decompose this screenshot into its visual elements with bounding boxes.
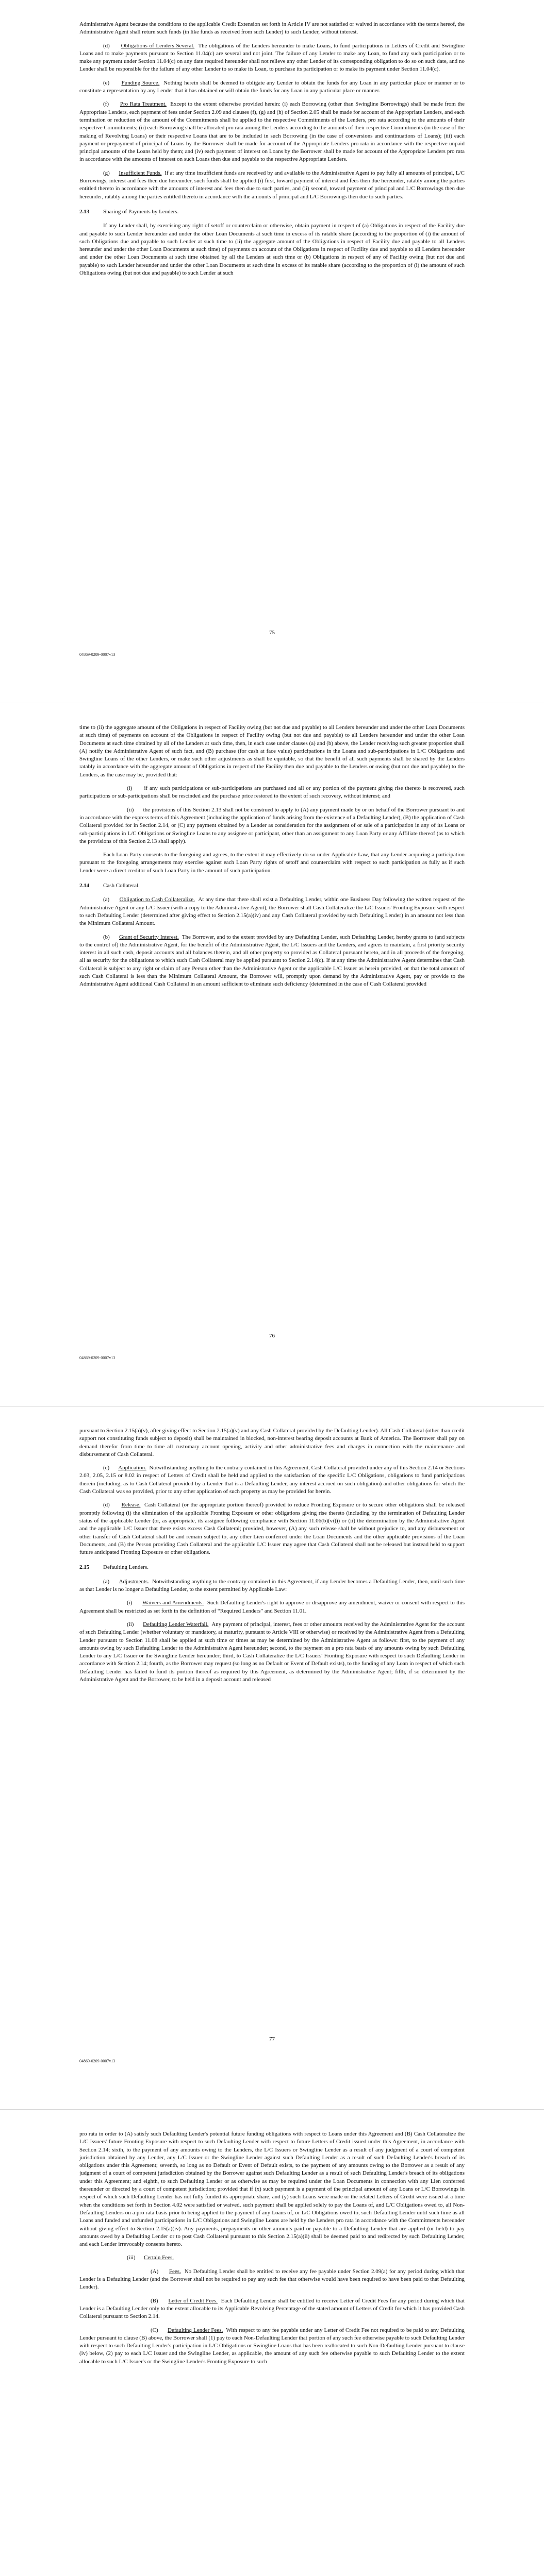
clause-text: Each Defaulting Lender shall be entitled to receive Letter of Credit Fees for any period during which that Lender is a Defaulting Lender only to the extent allocable to its Applicable Revolving Percentage of the stated amount of Letters of Credit for which it has provided Cash Collateral pursuant to Section 2.14.: [79, 2297, 465, 2320]
section-number: 2.14: [79, 883, 90, 889]
clause-heading: Adjustments.: [119, 1578, 149, 1585]
clause-heading: Obligation to Cash Collateralize.: [119, 896, 195, 903]
document-id: 04869-0209-0007v13: [79, 2059, 116, 2063]
clause-heading: Certain Fees.: [144, 2255, 174, 2261]
page-78: [0, 2110, 544, 2576]
clause-heading: Insufficient Funds.: [119, 170, 162, 176]
clause-text: Notwithstanding anything to the contrary contained in this Agreement, Cash Collateral provided under any of this Section 2.14 or Sections 2.03, 2.05, 2.15 or 8.02 in respect of Letters of Credit shall be held and applied to the satisfaction of the specific L/C Obligations, obligations to fund participations therein (including, as to Cash Collateral provided by a Lender that is a Defaulting Lender, any interest accrued on such obligation) and other obligations for which the Cash Collateral was so provided, prior to any other application of such property as may be provided for herein.: [79, 1465, 465, 1495]
page-77: [0, 1406, 544, 2110]
clause-text: Nothing herein shall be deemed to obligate any Lender to obtain the funds for any Loan in any particular place or manner or to constitute a representation by any Lender that it has obtained or will obtain the funds for any Loan in any particular place or manner.: [79, 79, 465, 94]
clause-label: (g): [103, 170, 110, 176]
paragraph: [79, 42, 465, 74]
page-76: [0, 703, 544, 1406]
paragraph: [79, 2268, 465, 2292]
clause-text: If any Lender shall, by exercising any right of setoff or counterclaim or otherwise, obtain payment in respect of (a) Obligations in respect of the Facility due and payable to such Lender hereunder and under the other Loan Documents at such time in excess of its ratable share (according to the proportion of (i) the amount of such Obligations due and payable to such Lender at such time to (ii) the aggregate amount of the Obligations in respect of Facility due and payable to all Lenders hereunder and under the other Loan Documents at such time) of payments on account of the Obligations in respect of Facility due and payable to all Lenders hereunder and under the other Loan Documents at such time obtained by all the Lenders at such time or (b) Obligations in respect of any of Facility owing (but not due and payable) to such Lender hereunder and under the other Loan Documents at such time in excess of its ratable share (according to the proportion of (i) the amount of such Obligations owing (but not due and payable) to such Lender at such: [79, 223, 465, 277]
clause-heading: Letter of Credit Fees.: [168, 2297, 218, 2304]
clause-heading: Defaulting Lender Fees.: [168, 2327, 223, 2333]
paragraph: [79, 1464, 465, 1496]
clause-heading: Obligations of Lenders Several.: [121, 42, 195, 49]
clause-text: pursuant to Section 2.15(a)(v), after giving effect to Section 2.15(a)(v) and any Cash Collateral provided by the Defaulting Lender). All Cash Collateral (other than credit support not constituting funds subject to deposit) shall be maintained in blocked, non-interest bearing deposit accounts at Bank of America. The Borrower shall pay on demand therefor from time to time all customary account opening, activity and other administrative fees and charges in connection with the maintenance and disbursement of Cash Collateral.: [79, 1428, 465, 1458]
section-number: 2.15: [79, 1564, 90, 1571]
clause-text: No Defaulting Lender shall be entitled to receive any fee payable under Section 2.09(a) for any period during which that Lender is a Defaulting Lender (and the Borrower shall not be required to pay any such fee that otherwise would have been required to have been paid to that Defaulting Lender).: [79, 2268, 465, 2291]
clause-label: (f): [103, 101, 109, 108]
paragraph: [79, 2297, 465, 2321]
clause-label: (i): [127, 785, 133, 792]
clause-text: The Borrower, and to the extent provided by any Defaulting Lender, such Defaulting Lender, hereby grants to (and subjects to the control of) the Administrative Agent, for the benefit of the Administrative Agent, the L/C Issuers and the Lenders, and agrees to maintain, a first priority security interest in all such cash, deposit accounts and all balances therein, and all other property so provided as Collateral pursuant hereto, and in all proceeds of the foregoing, all as security for the obligations to which such Cash Collateral may be applied pursuant to Section 2.14(c). If at any time the Administrative Agent determines that Cash Collateral is subject to any right or claim of any Person other than the Administrative Agent or the applicable L/C Issuer as herein provided, or that the total amount of such Cash Collateral is less than the Minimum Collateral Amount, the Borrower will, promptly upon demand by the Administrative Agent, pay or provide to the Administrative Agent additional Cash Collateral in an amount sufficient to eliminate such deficiency (determined in the case of Cash Collateral provided: [79, 934, 465, 988]
document-id: 04869-0209-0007v13: [79, 652, 116, 657]
page-number: 77: [269, 2036, 275, 2042]
clause-heading: Grant of Security Interest.: [119, 934, 179, 940]
clause-label: (d): [103, 1502, 110, 1509]
document-id: 04869-0209-0007v13: [79, 1355, 116, 1360]
section-title: Cash Collateral.: [103, 883, 140, 889]
paragraph: [79, 170, 465, 201]
clause-heading: Release.: [121, 1502, 141, 1509]
clause-text: The obligations of the Lenders hereunder to make Loans, to fund participations in Letters of Credit and Swingline Loans and to make payments pursuant to Section 11.04(c) are several and not joint. The failure of any Lender to make any Loan, to fund any such participation or to make any payment under Section 11.04(c) on any date required hereunder shall not relieve any other Lender of its corresponding obligation to do so on such date, and no Lender shall be responsible for the failure of any other Lender to so make its Loan, to purchase its participation or to make its payment under Section 11.04(c).: [79, 42, 465, 73]
clause-heading: Pro Rata Treatment.: [120, 101, 167, 108]
clause-heading: Funding Source.: [121, 79, 160, 86]
clause-heading: Defaulting Lender Waterfall.: [143, 1621, 209, 1628]
paragraph: [79, 806, 465, 845]
clause-text: the provisions of this Section 2.13 shall not be construed to apply to (A) any payment made by or on behalf of the Borrower pursuant to and in accordance with the express terms of this Agreement (including the application of funds arising from the existence of a Defaulting Lender), (B) the application of Cash Collateral provided for in Section 2.14, or (C) any payment obtained by a Lender as consideration for the assignment of or sale of a participation in any of its Loans or sub-participations in L/C Obligations or Swingline Loans to any assignee or participant, other than an assignment to any Loan Party or any Affiliate thereof (as to which the provisions of this Section 2.13 shall apply).: [79, 806, 465, 844]
page-number: 76: [269, 1333, 275, 1339]
clause-text: if any such participations or sub-participations are purchased and all or any portion of the payment giving rise thereto is recovered, such participations or sub-participations shall be rescinded and the purchase price restored to the extent of such recovery, without interest; and: [79, 785, 465, 800]
section-title: Defaulting Lenders.: [103, 1564, 149, 1571]
clause-label: (i): [127, 1600, 133, 1606]
page-content: [79, 1427, 465, 1684]
paragraph: [79, 79, 465, 95]
clause-label: (iii): [127, 2255, 136, 2261]
paragraph: [79, 785, 465, 801]
page-75: [0, 0, 544, 703]
paragraph: [79, 2130, 465, 2248]
clause-label: (a): [103, 1578, 110, 1585]
clause-text: Each Loan Party consents to the foregoing and agrees, to the extent it may effectively do so under Applicable Law, that any Lender acquiring a participation pursuant to the foregoing arrangements may exercise against each Loan Party rights of setoff and counterclaim with respect to such participation as fully as if such Lender were a direct creditor of such Loan Party in the amount of such participation.: [79, 852, 465, 874]
section-number: 2.13: [79, 208, 90, 215]
clause-heading: Waivers and Amendments.: [142, 1600, 204, 1606]
section-heading: [79, 1564, 465, 1571]
clause-label: (e): [103, 79, 110, 86]
paragraph: [79, 1621, 465, 1684]
paragraph: [79, 896, 465, 927]
clause-label: (ii): [127, 806, 134, 813]
clause-heading: Fees.: [169, 2268, 181, 2275]
clause-label: (A): [151, 2268, 159, 2275]
section-heading: [79, 208, 465, 216]
clause-text: If at any time insufficient funds are received by and available to the Administrative Agent to pay fully all amounts of principal, L/C Borrowings, interest and fees then due hereunder, such funds shall be applied (i) first, toward payment of interest and fees then due hereunder, ratably among the parties entitled thereto in accordance with the amounts of interest and fees then due to such parties, and (ii) second, toward payment of principal and L/C Borrowings then due hereunder, ratably among the parties entitled thereto in accordance with the amounts of principal and L/C Borrowings then due to such parties.: [79, 170, 465, 200]
clause-text: At any time that there shall exist a Defaulting Lender, within one Business Day following the written request of the Administrative Agent or any L/C Issuer (with a copy to the Administrative Agent), the Borrower shall Cash Collateralize the L/C Issuers' Fronting Exposure with respect to such Defaulting Lender (determined after giving effect to Section 2.15(a)(iv) and any Cash Collateral provided by such Defaulting Lender) in an amount not less than the Minimum Collateral Amount.: [79, 896, 465, 927]
clause-label: (d): [103, 42, 110, 49]
section-title: Sharing of Payments by Lenders.: [103, 208, 179, 215]
paragraph: [79, 851, 465, 875]
section-heading: [79, 882, 465, 890]
clause-text: pro rata in order to (A) satisfy such Defaulting Lender's potential future funding obligations with respect to Loans under this Agreement and (B) Cash Collateralize the L/C Issuers' future Fronting Exposure with respect to such Defaulting Lender with respect to future Letters of Credit issued under this Agreement, in accordance with Section 2.14; sixth, to the payment of any amounts owing to the Lenders, the L/C Issuers or Swingline Lender as a result of any judgment of a court of competent jurisdiction obtained by any Lender, any L/C Issuer or the Swingline Lender against such Defaulting Lender as a result of such Defaulting Lender's breach of its obligations under this Agreement; seventh, so long as no Default or Event of Default exists, to the payment of any amounts owing to the Borrower as a result of any judgment of a court of competent jurisdiction obtained by the Borrower against such Defaulting Lender as a result of such Defaulting Lender's breach of its obligations under this Agreement; and eighth, to such Defaulting Lender or as otherwise as may be required under the Loan Documents in connection with any Lien conferred thereunder or directed by a court of competent jurisdiction; provided that if (x) such payment is a payment of the principal amount of any Loans or L/C Borrowings in respect of which such Defaulting Lender has not fully funded its appropriate share, and (y) such Loans were made or the related Letters of Credit were issued at a time when the conditions set forth in Section 4.02 were satisfied or waived, such payment shall be applied solely to pay the Loans of, and L/C Obligations owed to, all Non-Defaulting Lenders on a pro rata basis prior to being applied to the payment of any Loans of, or L/C Obligations owed to, such Defaulting Lender until such time as all Loans and funded and unfunded participations in L/C Obligations and Swingline Loans are held by the Lenders pro rata in accordance with the Commitments hereunder without giving effect to Section 2.15(a)(iv). Any payments, prepayments or other amounts paid or payable to a Defaulting Lender that are applied (or held) to pay amounts owed by a Defaulting Lender or to post Cash Collateral pursuant to this Section 2.15(a)(ii) shall be deemed paid to and redirected by such Defaulting Lender, and each Lender irrevocably consents hereto.: [79, 2131, 465, 2248]
page-content: [79, 724, 465, 989]
paragraph: [79, 1427, 465, 1459]
clause-text: Notwithstanding anything to the contrary contained in this Agreement, if any Lender becomes a Defaulting Lender, then, until such time as that Lender is no longer a Defaulting Lender, to the extent permitted by Applicable Law:: [79, 1578, 465, 1593]
clause-text: Any payment of principal, interest, fees or other amounts received by the Administrative Agent for the account of such Defaulting Lender (whether voluntary or mandatory, at maturity, pursuant to Article VIII or otherwise) or received by the Administrative Agent from a Defaulting Lender pursuant to Section 11.08 shall be applied at such time or times as may be determined by the Administrative Agent as follows: first, to the payment of any amounts owing by such Defaulting Lender to the Administrative Agent hereunder; second, to the payment on a pro rata basis of any amounts owing by such Defaulting Lender to any L/C Issuer or the Swingline Lender hereunder; third, to Cash Collateralize the L/C Issuers' Fronting Exposure with respect to such Defaulting Lender in accordance with Section 2.14; fourth, as the Borrower may request (so long as no Default or Event of Default exists), to the funding of any Loan in respect of which such Defaulting Lender has failed to fund its portion thereof as required by this Agreement, as determined by the Administrative Agent; fifth, if so determined by the Administrative Agent and the Borrower, to be held in a deposit account and released: [79, 1621, 465, 1683]
clause-heading: Application.: [118, 1465, 146, 1471]
clause-label: (B): [151, 2297, 158, 2304]
paragraph: [79, 100, 465, 163]
paragraph: [79, 2327, 465, 2366]
clause-label: (b): [103, 934, 110, 940]
clause-label: (c): [103, 1465, 110, 1471]
paragraph: [79, 724, 465, 779]
page-content: [79, 2130, 465, 2366]
clause-text: Cash Collateral (or the appropriate portion thereof) provided to reduce Fronting Exposure or to secure other obligations shall be released promptly following (i) the elimination of the applicable Fronting Exposure or other obligations giving rise thereto (including by the termination of Defaulting Lender status of the applicable Lender (or, as appropriate, its assignee following compliance with Section 11.06(b)(vi))) or (ii) the determination by the Administrative Agent and the applicable L/C Issuer that there exists excess Cash Collateral; provided, however, (A) any such release shall be without prejudice to, and any disbursement or other transfer of Cash Collateral shall be and remain subject to, any other Lien conferred under the Loan Documents and the other applicable provisions of the Loan Documents, and (B) the Person providing Cash Collateral and the applicable L/C Issuer may agree that Cash Collateral shall not be released but instead held to support future anticipated Fronting Exposure or other obligations.: [79, 1502, 465, 1556]
clause-text: Such Defaulting Lender's right to approve or disapprove any amendment, waiver or consent with respect to this Agreement shall be restricted as set forth in the definition of “Required Lenders” and Section 11.01.: [79, 1600, 465, 1614]
clause-label: (ii): [127, 1621, 134, 1628]
clause-label: (C): [151, 2327, 158, 2333]
clause-text: With respect to any fee payable under any Letter of Credit Fee not required to be paid to any Defaulting Lender pursuant to clause (B) above, the Borrower shall (1) pay to each Non-Defaulting Lender that portion of any such fee otherwise payable to such Defaulting Lender with respect to such Defaulting Lender's participation in L/C Obligations or Swingline Loans that has been reallocated to such Non-Defaulting Lender pursuant to clause (iv) below, (2) pay to each L/C Issuer and the Swingline Lender, as applicable, the amount of any such fee otherwise payable to such Defaulting Lender to the extent allocable to such L/C Issuer's or the Swingline Lender's Fronting Exposure to such: [79, 2327, 465, 2365]
paragraph: [79, 1599, 465, 1615]
page-content: [79, 21, 465, 277]
paragraph: [79, 222, 465, 277]
clause-text: Administrative Agent because the conditions to the applicable Credit Extension set forth in Article IV are not satisfied or waived in accordance with the terms hereof, the Administrative Agent shall return such funds (in like funds as received from such Lender) to such Lender, without interest.: [79, 21, 465, 36]
paragraph: [79, 1578, 465, 1594]
clause-text: Except to the extent otherwise provided herein: (i) each Borrowing (other than Swingline Borrowings) shall be made from the Appropriate Lenders, each payment of fees under Section 2.09 and clauses (f), (g) and (h) of Section 2.05 shall be made for account of the Appropriate Lenders, and each termination or reduction of the amount of the Commitments shall be applied to the respective Commitments of the Lenders, pro rata according to the amounts of their respective Commitments; (ii) each Borrowing shall be allocated pro rata among the Lenders according to the amounts of their respective Commitments (in the case of the making of Revolving Loans) or their respective Loans that are to be included in such Borrowing (in the case of conversions and continuations of Loans); (iii) each payment or prepayment of principal of Loans by the Borrower shall be made for account of the Appropriate Lenders pro rata in accordance with the respective unpaid principal amounts of the Loans held by them; and (iv) each payment of interest on Loans by the Borrower shall be made for account of the Appropriate Lenders pro rata in accordance with the amounts of interest on such Loans then due and payable to the respective Appropriate Lenders.: [79, 101, 465, 163]
paragraph: [79, 1501, 465, 1556]
paragraph: [79, 2254, 465, 2262]
page-number: 75: [269, 630, 275, 636]
paragraph: [79, 934, 465, 989]
clause-label: (a): [103, 896, 110, 903]
paragraph: [79, 21, 465, 37]
clause-text: time to (ii) the aggregate amount of the Obligations in respect of Facility owing (but not due and payable) to all Lenders hereunder and under the other Loan Documents at such time) of payments on account of the Obligations in respect of Facility owing (but not due and payable) to all Lenders hereunder and under the other Loan Documents at such time obtained by all of the Lenders at such time, then, in each case under clauses (a) and (b) above, the Lender receiving such greater proportion shall (A) notify the Administrative Agent of such fact, and (B) purchase (for cash at face value) participations in the Loans and sub-participations in L/C Obligations and Swingline Loans of the other Lenders, or make such other adjustments as shall be equitable, so that the benefit of all such payments shall be shared by the Lenders ratably in accordance with the aggregate amount of Obligations in respect of the Facility then due and payable to the Lenders or owing (but not due and payable) to the Lenders, as the case may be, provided that:: [79, 724, 465, 778]
